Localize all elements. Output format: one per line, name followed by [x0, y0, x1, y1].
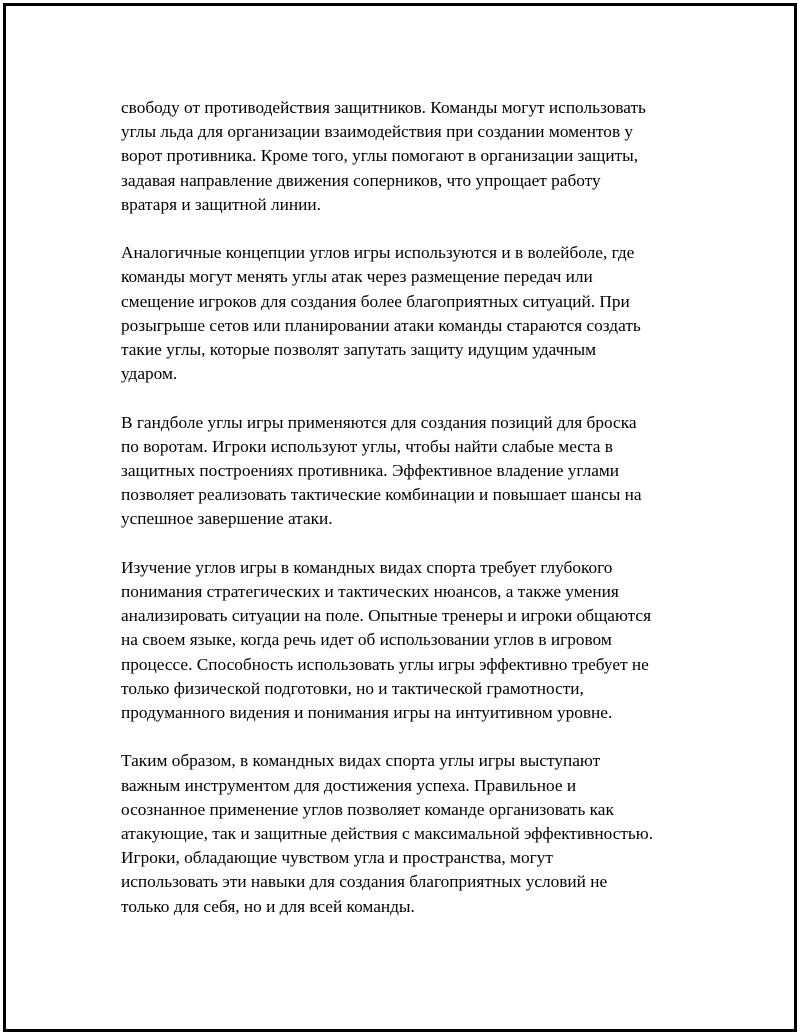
text-line: розыгрыше сетов или планировании атаки команды стараются создать: [121, 315, 641, 335]
text-line: смещение игроков для создания более благоприятных ситуаций. При: [121, 291, 630, 311]
text-line: на своем языке, когда речь идет об использовании углов в игровом: [121, 630, 612, 650]
paragraph: [121, 411, 696, 532]
paragraph: [121, 556, 696, 725]
text-line: Игроки, обладающие чувством угла и пространства, могут: [121, 848, 553, 868]
text-line: такие углы, которые позволят запутать защиту идущим удачным: [121, 340, 597, 360]
text-line: использовать эти навыки для создания благоприятных условий не: [121, 872, 608, 892]
text-line: защитных построениях противника. Эффективное владение углами: [121, 461, 620, 481]
text-line: атакующие, так и защитные действия с максимальной эффективностью.: [121, 824, 654, 844]
text-line: задавая направление движения соперников, что упрощает работу: [121, 170, 601, 190]
text-line: команды могут менять углы атак через размещение передач или: [121, 267, 593, 287]
text-line: углы льда для организации взаимодействия при создании моментов у: [121, 122, 634, 142]
paragraph: [121, 749, 696, 918]
text-line: понимания стратегических и тактических нюансов, а также умения: [121, 582, 619, 602]
text-line: анализировать ситуации на поле. Опытные тренеры и игроки общаются: [121, 606, 652, 626]
text-line: В гандболе углы игры применяются для создания позиций для броска: [121, 412, 637, 432]
text-line: ворот противника. Кроме того, углы помогают в организации защиты,: [121, 146, 639, 166]
text-line: позволяет реализовать тактические комбинации и повышает шансы на: [121, 485, 642, 505]
page-border: [3, 3, 797, 1032]
text-line: по воротам. Игроки используют углы, чтобы найти слабые места в: [121, 436, 613, 456]
document-body: [121, 96, 696, 943]
text-line: только для себя, но и для всей команды.: [121, 896, 415, 916]
text-line: важным инструментом для достижения успеха. Правильное и: [121, 775, 577, 795]
text-line: только физической подготовки, но и тактической грамотности,: [121, 678, 584, 698]
text-line: успешное завершение атаки.: [121, 509, 333, 529]
text-line: Изучение углов игры в командных видах спорта требует глубокого: [121, 557, 613, 577]
text-line: процессе. Способность использовать углы игры эффективно требует не: [121, 654, 649, 674]
paragraph: [121, 241, 696, 386]
text-line: Аналогичные концепции углов игры используются и в волейболе, где: [121, 243, 635, 263]
text-line: Таким образом, в командных видах спорта углы игры выступают: [121, 751, 601, 771]
text-line: продуманного видения и понимания игры на интуитивном уровне.: [121, 703, 613, 723]
text-line: осознанное применение углов позволяет команде организовать как: [121, 799, 614, 819]
text-line: свободу от противодействия защитников. Команды могут использовать: [121, 98, 646, 117]
paragraph: [121, 96, 696, 217]
text-line: ударом.: [121, 364, 178, 384]
text-line: вратаря и защитной линии.: [121, 194, 321, 214]
